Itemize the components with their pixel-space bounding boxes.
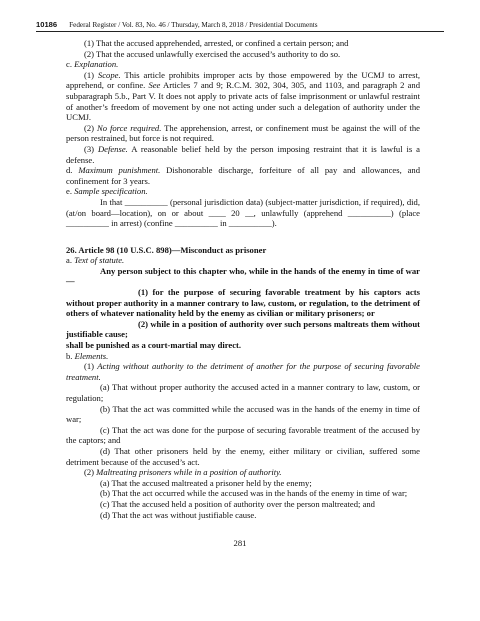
element-1: (1) That the accused apprehended, arrested, or confined a certain person; and: [84, 38, 349, 48]
statute-end: shall be punished as a court-martial may direct.: [66, 340, 242, 351]
elements-heading: [66, 351, 420, 362]
explanation-heading: [66, 59, 420, 70]
scope-text-a: This article prohibits improper acts by those empowered by the UCMJ to arrest, apprehend, or confine.: [66, 69, 420, 91]
statute-intro: Any person subject to this chapter who, while in the hands of the enemy in time of war—: [66, 265, 420, 287]
page-number: 281: [233, 538, 247, 548]
header-page-number: 10186: [36, 20, 58, 29]
elements-1-label: Acting without authority to the detriment of another for the purpose of securing favorable treatment.: [66, 361, 420, 382]
defense-label: Defense.: [97, 143, 128, 154]
statute-clause-1: (1) for the purpose of securing favorable treatment by his captors acts without proper authority in a manner contrary to law, custom, or regulation, to the detriment of others of whatever nationality held by the enemy as civilian or military prisoners; or: [66, 287, 420, 319]
header-title: Federal Register / Vol. 83, No. 46 / Thursday, March 8, 2018 / Presidential Documents: [69, 21, 318, 29]
elements-1-a: (a) That without proper authority the accused acted in a manner contrary to law, custom, or regulation;: [66, 382, 420, 403]
punishment-letter: d.: [66, 165, 79, 176]
elements-2-a: (a) That the accused maltreated a prisoner held by the enemy;: [100, 477, 312, 488]
punishment-text: Dishonorable discharge, forfeiture of all pay and allowances, and confinement for 3 years.: [66, 165, 420, 186]
element-2: (2) That the accused unlawfully exercised the accused’s authority to do so.: [84, 48, 341, 59]
defense-prefix: (3): [84, 143, 98, 154]
section-gap: [66, 229, 420, 245]
elements-2-prefix: (2): [84, 467, 97, 478]
elements-letter: b.: [66, 350, 75, 361]
elements-label: Elements.: [74, 350, 109, 361]
article-heading: 26. Article 98 (10 U.S.C. 898)—Misconduct as prisoner: [66, 244, 267, 255]
explanation-label: Explanation.: [74, 59, 119, 70]
elements-1-heading: [66, 361, 420, 382]
statute-clause-2: (2) while in a position of authority over such persons maltreats them without justifiable cause;: [66, 318, 420, 340]
statute-heading: [66, 255, 420, 266]
elements-2-label: Maltreating prisoners while in a position of authority.: [96, 467, 282, 478]
header-rule: [36, 31, 444, 32]
sample-spec-label: Sample specification.: [74, 186, 148, 197]
no-force-prefix: (2): [84, 122, 97, 133]
running-header: [36, 20, 444, 30]
punishment-label: Maximum punishment.: [78, 165, 161, 176]
defense-paragraph: [66, 144, 420, 165]
elements-2-d: (d) That the act was without justifiable cause.: [100, 509, 257, 520]
scope-label: Scope.: [97, 69, 121, 80]
no-force-paragraph: [66, 123, 420, 144]
scope-see: See: [148, 80, 161, 91]
elements-1-prefix: (1): [84, 361, 98, 372]
statute-letter: a.: [66, 255, 75, 266]
sample-spec-heading: [66, 186, 420, 197]
document-body: [66, 38, 420, 520]
elements-1-b: (b) That the act was committed while the accused was in the hands of the enemy in time of war;: [66, 403, 420, 425]
punishment-paragraph: [66, 165, 420, 186]
explanation-letter: c.: [66, 59, 75, 70]
elements-1-c: (c) That the act was done for the purpose of securing favorable treatment of the accused by the captors; and: [66, 424, 420, 446]
scope-prefix: (1): [84, 69, 98, 80]
elements-2-b: (b) That the act occurred while the accused was in the hands of the enemy in time of war;: [100, 488, 408, 499]
elements-1-d: (d) That other prisoners held by the enemy, either military or civilian, suffered some detriment because of the accused’s act.: [66, 445, 420, 467]
no-force-label: No force required.: [96, 122, 162, 133]
sample-spec-text: In that __________ (personal jurisdiction data) (subject-matter jurisdiction, if required), did, (at/on board—location), on or about ____ 20 __, unlawfully (apprehend __________) (place __________ in arrest) (confine __________ in __________).: [66, 196, 420, 229]
elements-2-heading: [66, 467, 420, 478]
sample-spec-letter: e.: [66, 186, 75, 197]
no-force-text: The apprehension, arrest, or confinement must be against the will of the person restrained, but force is not required.: [66, 122, 421, 144]
scope-paragraph: [66, 70, 420, 123]
statute-label: Text of statute.: [74, 255, 125, 266]
defense-text: A reasonable belief held by the person imposing restraint that it is lawful is a defense.: [66, 143, 420, 165]
scope-text-b: Articles 7 and 9; R.C.M. 302, 304, 305, and 1103, and paragraph 2 and subparagraph 5.b., Part V. It does not apply to private acts of false imprisonment or unlawful restraint of another’s freedom of movement by one not acting under such a delegation of authority under the UCMJ.: [66, 80, 420, 123]
elements-2-c: (c) That the accused held a position of authority over the person maltreated; and: [100, 498, 375, 509]
